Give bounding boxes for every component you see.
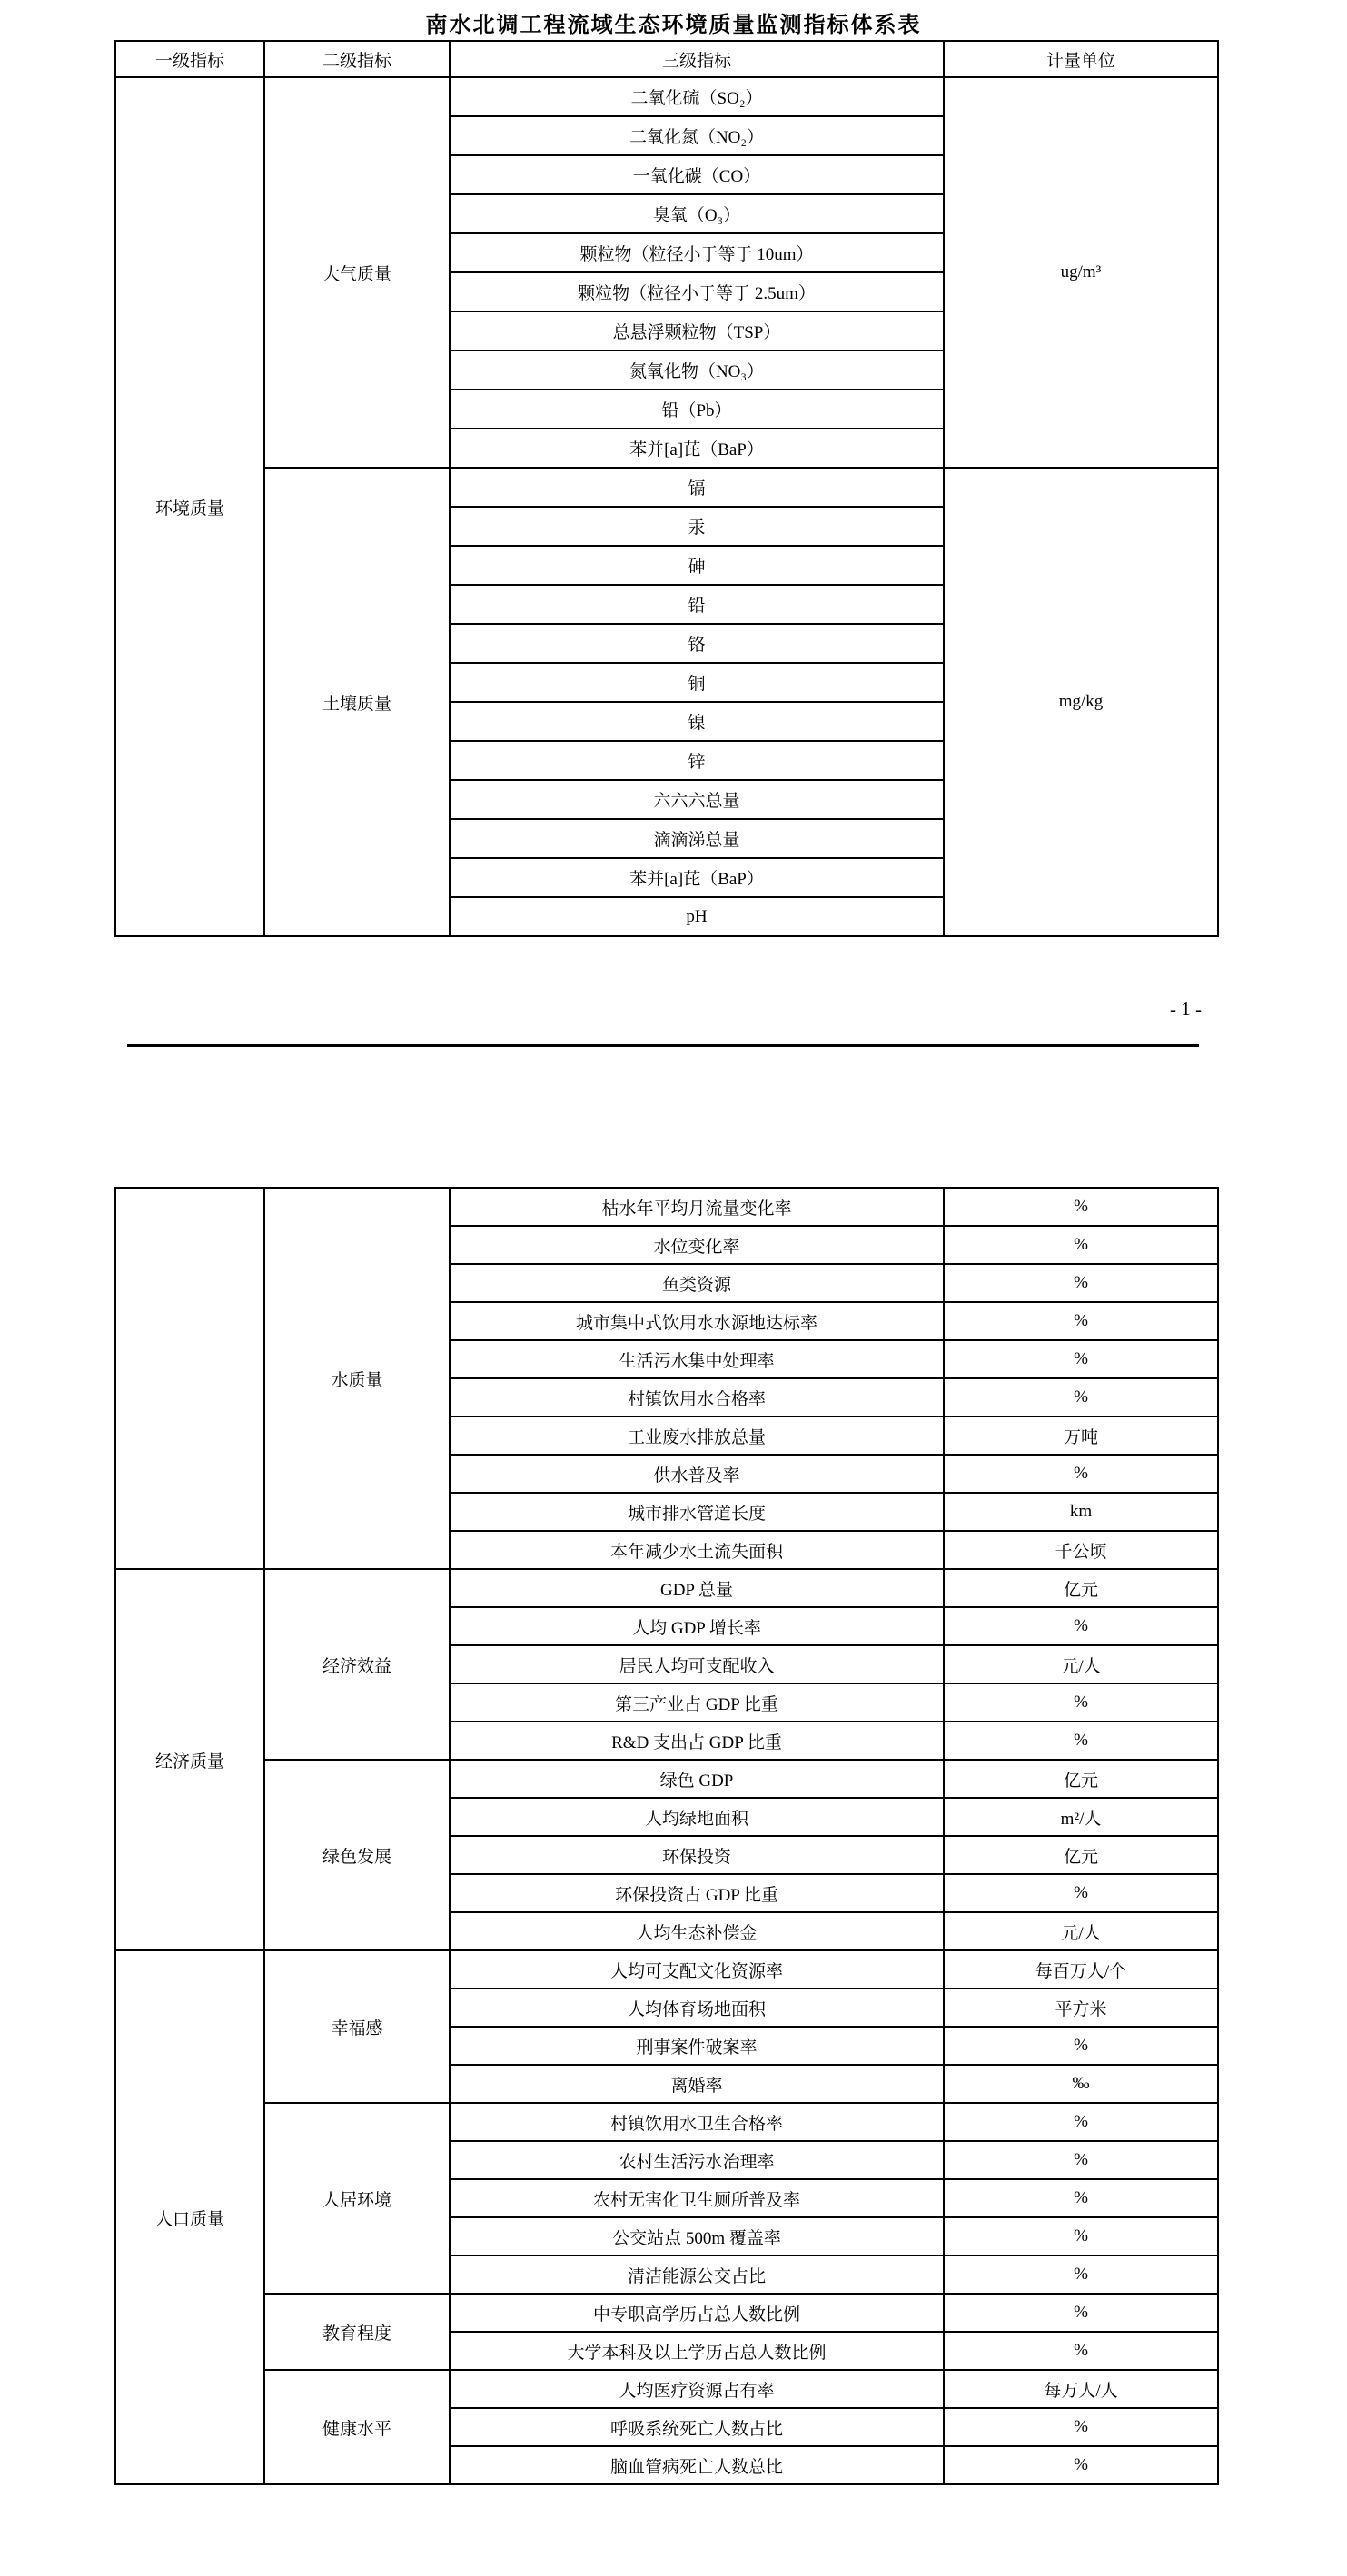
unit-cell: ug/m³ bbox=[944, 77, 1218, 468]
doc-title: 南水北调工程流域生态环境质量监测指标体系表 bbox=[425, 14, 922, 37]
indicator-cell: 颗粒物（粒径小于等于 2.5um） bbox=[450, 272, 944, 311]
header-cell: 一级指标 bbox=[115, 41, 264, 77]
table-row bbox=[115, 2294, 1218, 2332]
indicator-cell: 锌 bbox=[450, 741, 944, 780]
indicator-cell: 一氧化碳（CO） bbox=[450, 155, 944, 194]
unit-cell: % bbox=[944, 1226, 1218, 1264]
indicator-cell: 清洁能源公交占比 bbox=[450, 2255, 944, 2294]
indicator-cell: R&D 支出占 GDP 比重 bbox=[450, 1722, 944, 1760]
level2-cell: 幸福感 bbox=[264, 1950, 450, 2103]
unit-cell: % bbox=[944, 2141, 1218, 2179]
indicator-table-page2 bbox=[114, 1187, 1219, 2485]
indicator-cell: 镍 bbox=[450, 702, 944, 741]
indicator-cell: 砷 bbox=[450, 546, 944, 585]
unit-cell: % bbox=[944, 1607, 1218, 1645]
unit-cell: % bbox=[944, 1340, 1218, 1378]
indicator-table-page1 bbox=[114, 40, 1219, 937]
unit-cell: % bbox=[944, 2408, 1218, 2446]
indicator-cell: 苯并[a]芘（BaP） bbox=[450, 858, 944, 897]
unit-cell: 元/人 bbox=[944, 1912, 1218, 1950]
unit-cell: 千公顷 bbox=[944, 1531, 1218, 1569]
indicator-cell: 枯水年平均月流量变化率 bbox=[450, 1188, 944, 1226]
unit-cell: % bbox=[944, 1874, 1218, 1912]
unit-cell: m²/人 bbox=[944, 1798, 1218, 1836]
indicator-cell: 铬 bbox=[450, 624, 944, 663]
level2-cell: 大气质量 bbox=[264, 77, 450, 468]
table-row bbox=[115, 2103, 1218, 2141]
indicator-cell: 总悬浮颗粒物（TSP） bbox=[450, 311, 944, 350]
page-number: - 1 - bbox=[1170, 998, 1202, 1020]
level1-cell: 人口质量 bbox=[115, 1950, 264, 2484]
indicator-cell: 氮氧化物（NO₃） bbox=[450, 350, 944, 390]
indicator-cell: 环保投资 bbox=[450, 1836, 944, 1874]
level2-cell: 教育程度 bbox=[264, 2294, 450, 2370]
level2-cell: 水质量 bbox=[264, 1188, 450, 1569]
unit-cell: 元/人 bbox=[944, 1645, 1218, 1683]
indicator-cell: 镉 bbox=[450, 468, 944, 507]
indicator-cell: 刑事案件破案率 bbox=[450, 2027, 944, 2065]
unit-cell: % bbox=[944, 2294, 1218, 2332]
indicator-cell: 大学本科及以上学历占总人数比例 bbox=[450, 2332, 944, 2370]
table-row bbox=[115, 2370, 1218, 2408]
indicator-cell: 人均体育场地面积 bbox=[450, 1989, 944, 2027]
unit-cell: 万吨 bbox=[944, 1416, 1218, 1455]
unit-cell: % bbox=[944, 1378, 1218, 1416]
unit-cell: % bbox=[944, 1455, 1218, 1493]
unit-cell: % bbox=[944, 2446, 1218, 2484]
page-divider bbox=[127, 1044, 1199, 1047]
indicator-cell: 人均生态补偿金 bbox=[450, 1912, 944, 1950]
indicator-cell: 公交站点 500m 覆盖率 bbox=[450, 2217, 944, 2255]
unit-cell: 每百万人/个 bbox=[944, 1950, 1218, 1989]
indicator-cell: 人均医疗资源占有率 bbox=[450, 2370, 944, 2408]
level2-cell: 土壤质量 bbox=[264, 468, 450, 936]
indicator-cell: 二氧化氮（NO₂） bbox=[450, 116, 944, 155]
table-row bbox=[115, 468, 1218, 507]
unit-cell: % bbox=[944, 2332, 1218, 2370]
indicator-cell: 人均可支配文化资源率 bbox=[450, 1950, 944, 1989]
indicator-cell: GDP 总量 bbox=[450, 1569, 944, 1607]
header-cell: 二级指标 bbox=[264, 41, 450, 77]
level2-cell: 绿色发展 bbox=[264, 1760, 450, 1950]
unit-cell: mg/kg bbox=[944, 468, 1218, 936]
level2-cell: 健康水平 bbox=[264, 2370, 450, 2484]
table-row bbox=[115, 1760, 1218, 1798]
indicator-cell: 铜 bbox=[450, 663, 944, 702]
level2-cell: 经济效益 bbox=[264, 1569, 450, 1760]
indicator-cell: 鱼类资源 bbox=[450, 1264, 944, 1302]
indicator-cell: 呼吸系统死亡人数占比 bbox=[450, 2408, 944, 2446]
table-row bbox=[115, 1950, 1218, 1989]
level1-cell bbox=[115, 1188, 264, 1569]
indicator-cell: 颗粒物（粒径小于等于 10um） bbox=[450, 233, 944, 272]
unit-cell: 每万人/人 bbox=[944, 2370, 1218, 2408]
unit-cell: % bbox=[944, 1302, 1218, 1340]
indicator-cell: 中专职高学历占总人数比例 bbox=[450, 2294, 944, 2332]
indicator-cell: 脑血管病死亡人数总比 bbox=[450, 2446, 944, 2484]
unit-cell: km bbox=[944, 1493, 1218, 1531]
indicator-cell: 村镇饮用水卫生合格率 bbox=[450, 2103, 944, 2141]
header-cell: 三级指标 bbox=[450, 41, 944, 77]
unit-cell: % bbox=[944, 2103, 1218, 2141]
header-row bbox=[115, 41, 1218, 77]
level1-cell: 环境质量 bbox=[115, 77, 264, 936]
indicator-cell: 城市集中式饮用水水源地达标率 bbox=[450, 1302, 944, 1340]
indicator-cell: 六六六总量 bbox=[450, 780, 944, 819]
header-cell: 计量单位 bbox=[944, 41, 1218, 77]
unit-cell: 亿元 bbox=[944, 1569, 1218, 1607]
unit-cell: % bbox=[944, 2255, 1218, 2294]
indicator-cell: 城市排水管道长度 bbox=[450, 1493, 944, 1531]
indicator-cell: 水位变化率 bbox=[450, 1226, 944, 1264]
unit-cell: % bbox=[944, 1264, 1218, 1302]
table-row bbox=[115, 1188, 1218, 1226]
indicator-cell: 苯并[a]芘（BaP） bbox=[450, 429, 944, 468]
table-row bbox=[115, 77, 1218, 116]
unit-cell: 亿元 bbox=[944, 1760, 1218, 1798]
indicator-cell: 滴滴涕总量 bbox=[450, 819, 944, 858]
level2-cell: 人居环境 bbox=[264, 2103, 450, 2294]
indicator-cell: 农村无害化卫生厕所普及率 bbox=[450, 2179, 944, 2217]
unit-cell: % bbox=[944, 2217, 1218, 2255]
unit-cell: % bbox=[944, 1188, 1218, 1226]
unit-cell: % bbox=[944, 2179, 1218, 2217]
indicator-cell: 本年减少水土流失面积 bbox=[450, 1531, 944, 1569]
indicator-cell: 居民人均可支配收入 bbox=[450, 1645, 944, 1683]
indicator-cell: 汞 bbox=[450, 507, 944, 546]
unit-cell: ‰ bbox=[944, 2065, 1218, 2103]
indicator-cell: 工业废水排放总量 bbox=[450, 1416, 944, 1455]
unit-cell: 亿元 bbox=[944, 1836, 1218, 1874]
unit-cell: % bbox=[944, 1683, 1218, 1722]
unit-cell: 平方米 bbox=[944, 1989, 1218, 2027]
indicator-cell: 农村生活污水治理率 bbox=[450, 2141, 944, 2179]
indicator-cell: 人均 GDP 增长率 bbox=[450, 1607, 944, 1645]
unit-cell: % bbox=[944, 2027, 1218, 2065]
indicator-cell: 二氧化硫（SO₂） bbox=[450, 77, 944, 116]
indicator-cell: 臭氧（O₃） bbox=[450, 194, 944, 233]
unit-cell: % bbox=[944, 1722, 1218, 1760]
indicator-cell: 环保投资占 GDP 比重 bbox=[450, 1874, 944, 1912]
indicator-cell: 铅（Pb） bbox=[450, 390, 944, 429]
indicator-cell: 第三产业占 GDP 比重 bbox=[450, 1683, 944, 1722]
indicator-cell: 绿色 GDP bbox=[450, 1760, 944, 1798]
indicator-cell: 铅 bbox=[450, 585, 944, 624]
indicator-cell: pH bbox=[450, 897, 944, 936]
indicator-cell: 生活污水集中处理率 bbox=[450, 1340, 944, 1378]
indicator-cell: 人均绿地面积 bbox=[450, 1798, 944, 1836]
level1-cell: 经济质量 bbox=[115, 1569, 264, 1950]
indicator-cell: 供水普及率 bbox=[450, 1455, 944, 1493]
indicator-cell: 离婚率 bbox=[450, 2065, 944, 2103]
indicator-cell: 村镇饮用水合格率 bbox=[450, 1378, 944, 1416]
table-row bbox=[115, 1569, 1218, 1607]
